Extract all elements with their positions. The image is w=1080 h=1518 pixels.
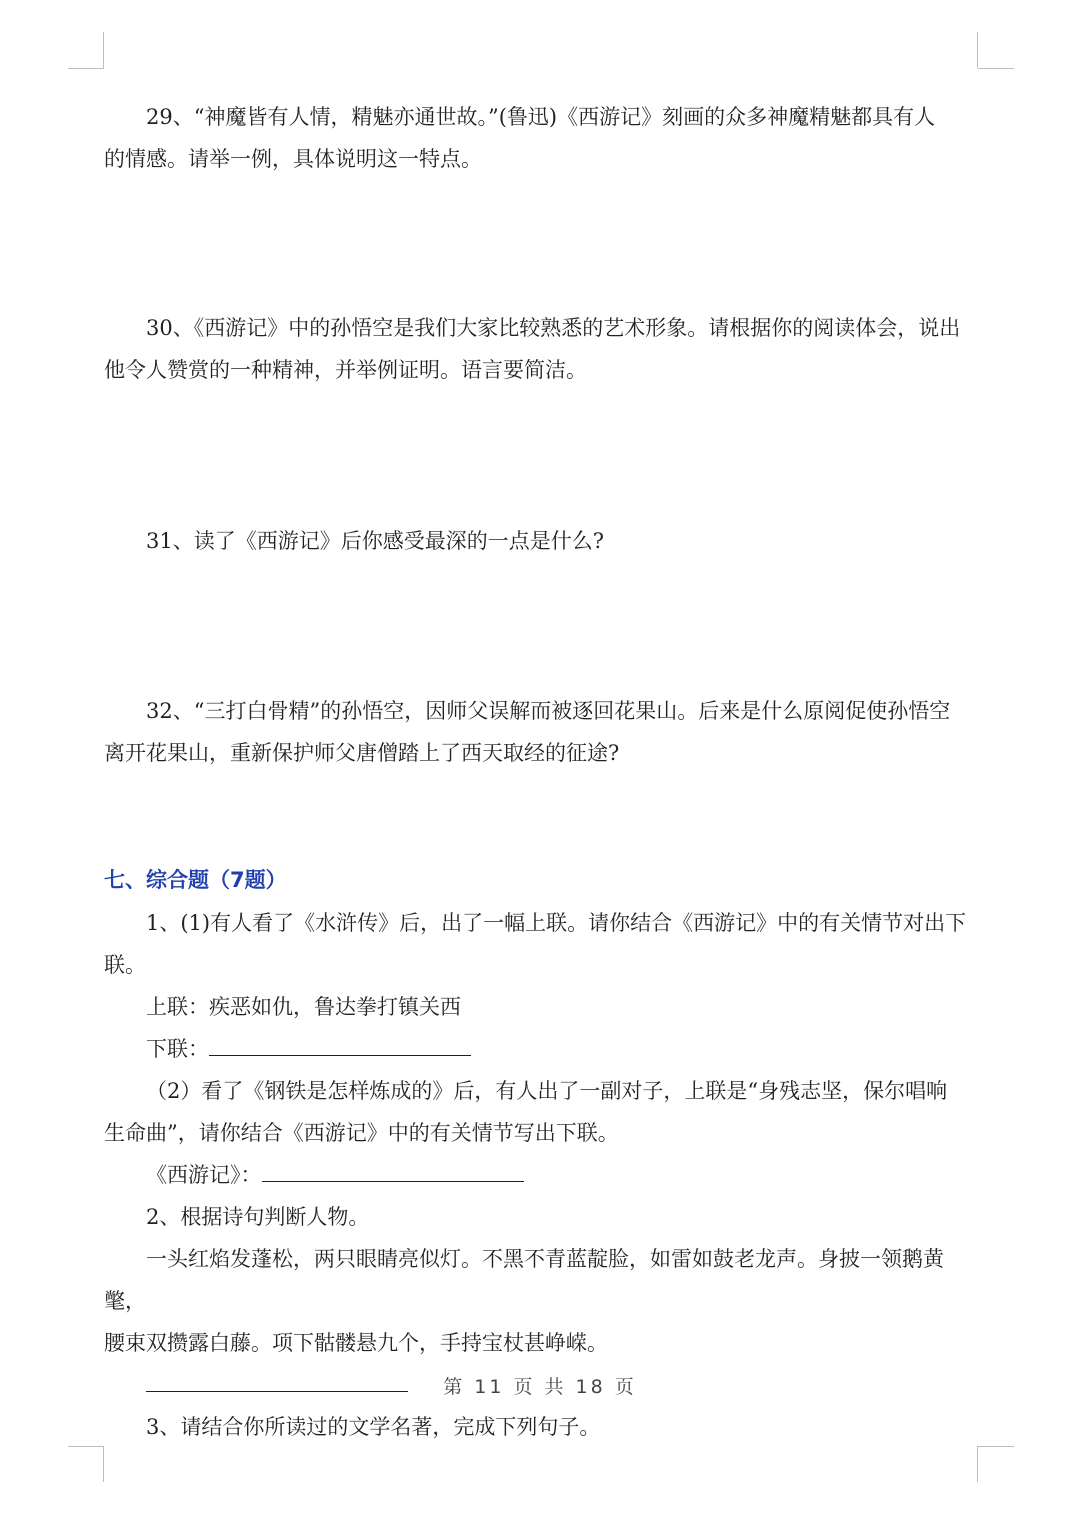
xyj-label: 《西游记》： [146, 1163, 262, 1187]
crop-mark-bottom-right-v [977, 1446, 978, 1482]
crop-mark-top-left-h [68, 68, 104, 69]
crop-mark-bottom-left-h [68, 1446, 104, 1447]
question-30 [104, 307, 984, 391]
section-title: 七、综合题（7题） [104, 868, 287, 892]
item-2-title: 2、根据诗句判断人物。 [146, 1205, 370, 1229]
crop-mark-top-right-h [978, 68, 1014, 69]
page-footer: 第 11 页 共 18 页 [443, 1376, 637, 1398]
item-3-title: 3、请结合你所读过的文学名著，完成下列句子。 [146, 1415, 601, 1439]
question-31 [104, 520, 984, 562]
item-1-part2-line1: （2）看了《钢铁是怎样炼成的》后，有人出了一副对子，上联是“身残志坚，保尔唱响 [146, 1079, 948, 1103]
lower-couplet-label: 下联： [146, 1037, 209, 1061]
question-29 [104, 96, 984, 180]
xyj-answer-blank[interactable] [262, 1163, 524, 1182]
question-29-line1: 29、“神魔皆有人情，精魅亦通世故。”(鲁迅)《西游记》刻画的众多神魔精魅都具有人 [146, 105, 936, 129]
crop-mark-bottom-left-v [103, 1446, 104, 1482]
crop-mark-top-left-v [103, 32, 104, 68]
item-1-part1: 1、(1)有人看了《水浒传》后，出了一幅上联。请你结合《西游记》中的有关情节对出下联。 [104, 911, 967, 977]
question-32-line2: 离开花果山，重新保护师父唐僧踏上了西天取经的征途? [104, 741, 620, 765]
item-1-upper-couplet: 上联：疾恶如仇，鲁达拳打镇关西 [146, 995, 461, 1019]
question-29-line2: 的情感。请举一例，具体说明这一特点。 [104, 147, 482, 171]
item-1-part2-line2: 生命曲”，请你结合《西游记》中的有关情节写出下联。 [104, 1121, 619, 1145]
question-31-line1: 31、读了《西游记》后你感受最深的一点是什么? [146, 529, 604, 553]
question-32-line1: 32、“三打白骨精”的孙悟空，因师父误解而被逐回花果山。后来是什么原阅促使孙悟空 [146, 699, 951, 723]
question-30-line1: 30、《西游记》中的孙悟空是我们大家比较熟悉的艺术形象。请根据你的阅读体会，说出 [146, 316, 961, 340]
item-2-poem-line1: 一头红焰发蓬松，两只眼睛亮似灯。不黑不青蓝靛脸，如雷如鼓老龙声。身披一领鹅黄氅， [104, 1247, 944, 1313]
item-1-lower-couplet [104, 1028, 984, 1070]
lower-couplet-blank[interactable] [209, 1037, 471, 1056]
question-32 [104, 690, 984, 774]
item-1 [104, 902, 984, 1448]
crop-mark-top-right-v [977, 32, 978, 68]
item-1-xyj-answer [104, 1154, 984, 1196]
question-30-line2: 他令人赞赏的一种精神，并举例证明。语言要简洁。 [104, 358, 587, 382]
item-2-poem-line2: 腰束双攒露白藤。项下骷髅悬九个，手持宝杖甚峥嵘。 [104, 1331, 608, 1355]
